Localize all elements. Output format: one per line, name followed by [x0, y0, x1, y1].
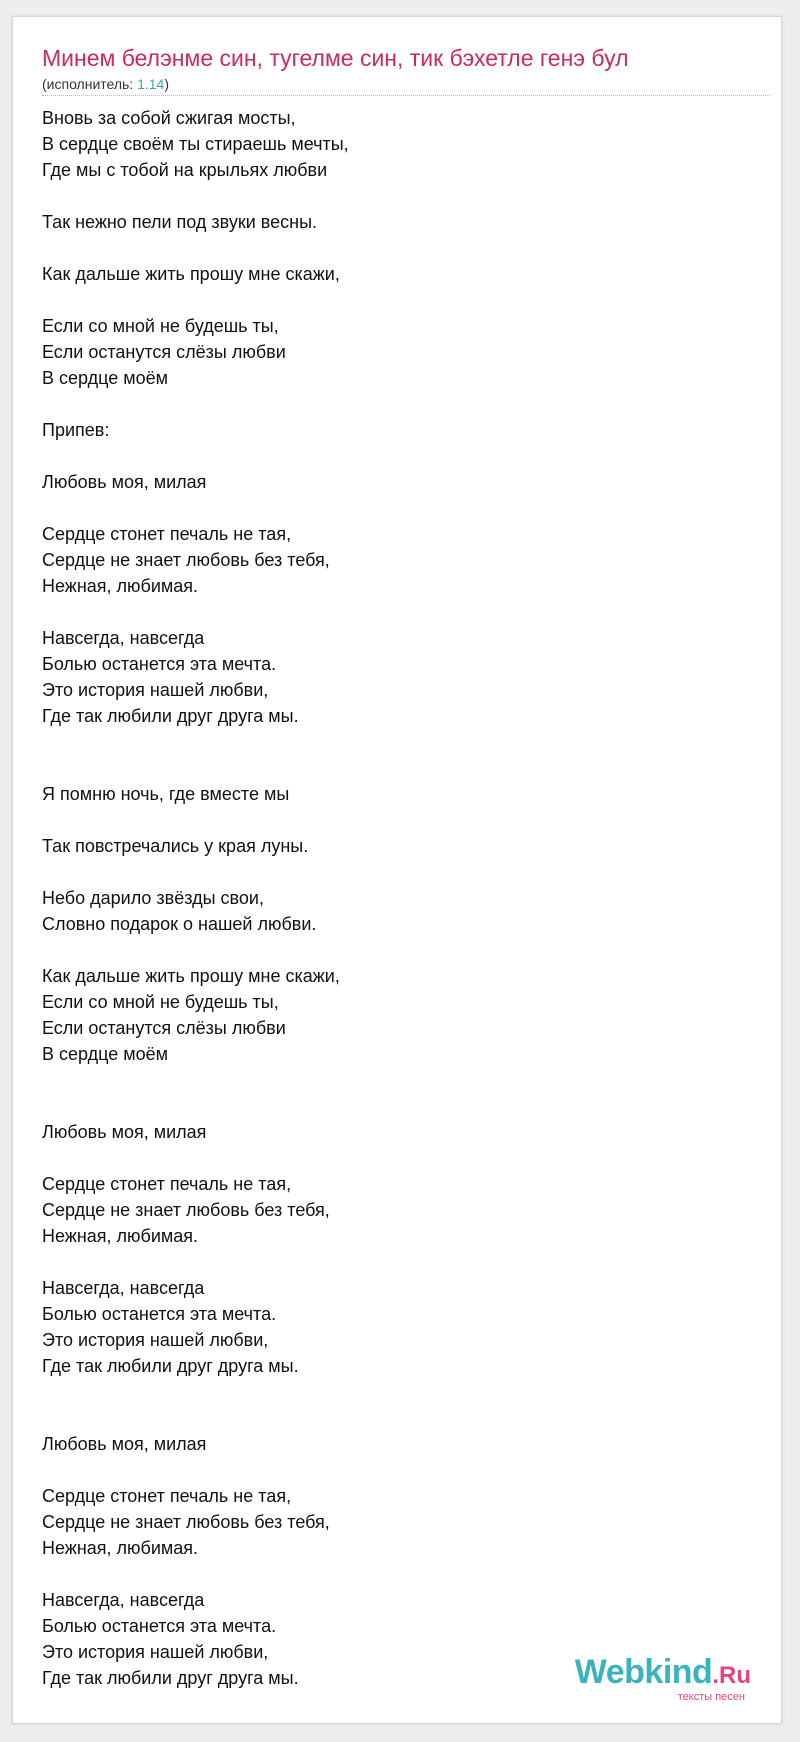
lyric-line: Небо дарило звёзды свои,: [42, 888, 264, 908]
lyric-line: Сердце стонет печаль не тая,: [42, 524, 292, 544]
lyric-line: Вновь за собой сжигая мосты,: [42, 108, 296, 128]
stanza-break: [42, 391, 762, 417]
stanza-break: [42, 1405, 762, 1431]
lyrics-card: [12, 16, 782, 1724]
lyric-line: Это история нашей любви,: [42, 1642, 269, 1662]
lyric-line: Так повстречались у края луны.: [42, 836, 309, 856]
lyric-line: Где так любили друг друга мы.: [42, 706, 299, 726]
stanza-break: [42, 443, 762, 469]
artist-byline: [42, 75, 169, 93]
lyric-line: Болью останется эта мечта.: [42, 1304, 277, 1324]
stanza-break: [42, 1067, 762, 1093]
lyric-line: Это история нашей любви,: [42, 1330, 269, 1350]
lyric-line: Сердце не знает любовь без тебя,: [42, 1512, 330, 1532]
lyric-line: Если останутся слёзы любви: [42, 342, 286, 362]
lyric-line: Припев:: [42, 420, 110, 440]
lyric-line: Где так любили друг друга мы.: [42, 1668, 299, 1688]
stanza-break: [42, 183, 762, 209]
byline-suffix: ): [164, 76, 170, 92]
stanza-break: [42, 807, 762, 833]
lyric-line: Навсегда, навсегда: [42, 1590, 205, 1610]
song-title: Минем белэнме син, тугелме син, тик бэхетле генэ бул: [42, 45, 629, 71]
logo-tld: .Ru: [712, 1662, 751, 1689]
lyric-line: Где мы с тобой на крыльях любви: [42, 160, 328, 180]
logo-tagline: тексты песен: [677, 1691, 745, 1703]
lyric-line: Навсегда, навсегда: [42, 628, 205, 648]
lyric-line: Если со мной не будешь ты,: [42, 992, 279, 1012]
lyric-line: В сердце моём: [42, 368, 169, 388]
stanza-break: [42, 599, 762, 625]
stanza-break: [42, 495, 762, 521]
lyric-line: Словно подарок о нашей любви.: [42, 914, 317, 934]
lyric-line: Сердце стонет печаль не тая,: [42, 1486, 292, 1506]
lyric-line: Это история нашей любви,: [42, 680, 269, 700]
lyric-line: Так нежно пели под звуки весны.: [42, 212, 318, 232]
stanza-break: [42, 937, 762, 963]
artist-link[interactable]: 1.14: [137, 76, 165, 92]
site-logo[interactable]: [575, 1655, 751, 1703]
lyric-line: Сердце стонет печаль не тая,: [42, 1174, 292, 1194]
logo-name: Webkind: [574, 1653, 713, 1691]
lyrics-text: [42, 105, 762, 1691]
byline-prefix: (исполнитель:: [42, 76, 138, 92]
lyric-line: Любовь моя, милая: [42, 1122, 207, 1142]
lyric-line: Если со мной не будешь ты,: [42, 316, 279, 336]
lyric-line: В сердце моём: [42, 1044, 169, 1064]
stanza-break: [42, 287, 762, 313]
lyric-line: Если останутся слёзы любви: [42, 1018, 286, 1038]
lyric-line: Сердце не знает любовь без тебя,: [42, 550, 330, 570]
stanza-break: [42, 755, 762, 781]
stanza-break: [42, 235, 762, 261]
title-divider: [42, 95, 770, 96]
lyric-line: В сердце своём ты стираешь мечты,: [42, 134, 349, 154]
lyric-line: Как дальше жить прошу мне скажи,: [42, 264, 340, 284]
lyric-line: Любовь моя, милая: [42, 472, 207, 492]
lyric-line: Любовь моя, милая: [42, 1434, 207, 1454]
stanza-break: [42, 1145, 762, 1171]
stanza-break: [42, 729, 762, 755]
lyric-line: Как дальше жить прошу мне скажи,: [42, 966, 340, 986]
lyric-line: Где так любили друг друга мы.: [42, 1356, 299, 1376]
lyric-line: Нежная, любимая.: [42, 576, 199, 596]
stanza-break: [42, 859, 762, 885]
stanza-break: [42, 1379, 762, 1405]
stanza-break: [42, 1093, 762, 1119]
lyric-line: Сердце не знает любовь без тебя,: [42, 1200, 330, 1220]
stanza-break: [42, 1249, 762, 1275]
lyric-line: Болью останется эта мечта.: [42, 654, 277, 674]
stanza-break: [42, 1457, 762, 1483]
lyric-line: Навсегда, навсегда: [42, 1278, 205, 1298]
lyric-line: Нежная, любимая.: [42, 1226, 199, 1246]
lyric-line: Болью останется эта мечта.: [42, 1616, 277, 1636]
lyric-line: Я помню ночь, где вместе мы: [42, 784, 290, 804]
lyric-line: Нежная, любимая.: [42, 1538, 199, 1558]
stanza-break: [42, 1561, 762, 1587]
